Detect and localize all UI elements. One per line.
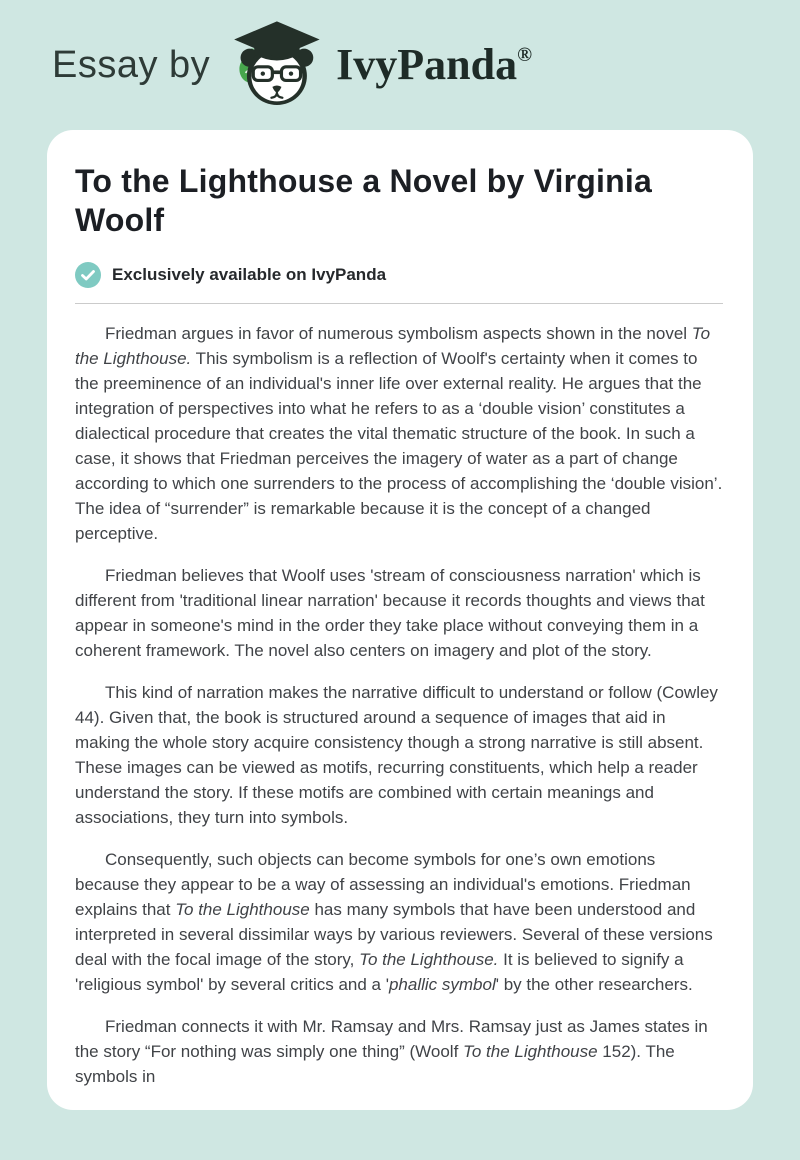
panda-graduate-icon [226, 19, 326, 111]
italic-text-run: phallic symbol [388, 975, 496, 994]
italic-text-run: To the Lighthouse. [359, 950, 499, 969]
site-header [0, 0, 800, 130]
text-run: Friedman connects it with Mr. Ramsay and Mrs. Ramsay just as James states in the story “For nothing was simply one thing” (Woolf [75, 1017, 708, 1061]
essay-paragraph [75, 563, 723, 663]
brand-name [336, 40, 533, 89]
page-title: To the Lighthouse a Novel by Virginia Woolf [75, 163, 652, 238]
essay-paragraph [75, 1014, 723, 1089]
essay-paragraph [75, 847, 723, 997]
essay-body [75, 321, 723, 1089]
text-run: has many symbols that have been understood and interpreted in several dissimilar ways by various reviewers. Several of these versions deal with the focal image of the story, [75, 900, 713, 969]
text-run: This symbolism is a reflection of Woolf's certainty when it comes to the preeminence of an individual's inner life over external reality. He argues that the integration of perspectives into what he refers to as a ‘double vision’ constitutes a dialectical procedure that creates the vital thematic structure of the book. In such a case, it shows that Friedman perceives the imagery of water as a part of change according to which one surrenders to the process of accomplishing the ‘double vision’. The idea of “surrender” is remarkable because it is the concept of a changed perceptive. [75, 349, 723, 543]
essay-by-label: Essay by [52, 43, 211, 86]
italic-text-run: To the Lighthouse. [75, 324, 711, 368]
availability-label: Exclusively available on IvyPanda [112, 265, 387, 284]
italic-text-run: To the Lighthouse [463, 1042, 598, 1061]
essay-card [47, 130, 753, 1110]
ivypanda-logo [226, 19, 326, 111]
check-icon [75, 262, 101, 288]
text-run: Consequently, such objects can become symbols for one’s own emotions because they appear to be a way of assessing an individual's emotions. Friedman explains that [75, 850, 691, 919]
text-run: 152). The symbols in [75, 1042, 675, 1086]
essay-paragraph [75, 680, 723, 830]
text-run: Friedman believes that Woolf uses 'stream of consciousness narration' which is different from 'traditional linear narration' because it records thoughts and views that appear in someone's mind in the order they take place without conveying them in a coherent framework. The novel also centers on imagery and plot of the story. [75, 566, 705, 660]
text-run: It is believed to signify a 'religious symbol' by several critics and a ' [75, 950, 684, 994]
brand-text: IvyPanda [336, 40, 518, 89]
registered-trademark: ® [517, 44, 533, 66]
availability-badge [75, 262, 723, 288]
essay-paragraph [75, 321, 723, 546]
text-run: ' by the other researchers. [495, 975, 693, 994]
divider [75, 303, 723, 304]
italic-text-run: To the Lighthouse [175, 900, 310, 919]
text-run: Friedman argues in favor of numerous symbolism aspects shown in the novel [105, 324, 692, 343]
text-run: This kind of narration makes the narrative difficult to understand or follow (Cowley 44). Given that, the book is structured around a sequence of images that aid in making the whole story acquire consistency though a strong narrative is still absent. These images can be viewed as motifs, recurring constituents, which help a reader understand the story. If these motifs are combined with certain meanings and associations, they turn into symbols. [75, 683, 718, 827]
